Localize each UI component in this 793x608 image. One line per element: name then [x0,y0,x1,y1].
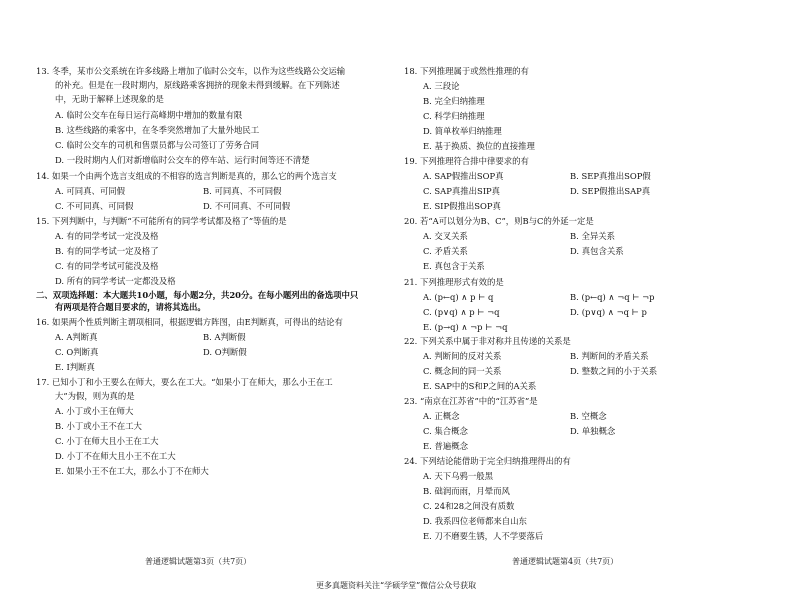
q17-option-d: D. 小丁不在师大且小王不在工大 [55,451,176,461]
q24-option-e: E. 刀不磨要生锈，人不学要落后 [423,531,544,541]
q19-option-a: A. SAP假推出SOP真 [423,171,504,181]
q21-option-a: A. (p←q) ∧ p ⊢ q [423,292,494,302]
q24-option-c: C. 24和28之间没有质数 [423,501,515,511]
q15-option-d: D. 所有的同学考试一定都没及格 [55,276,176,286]
q24-option-b: B. 础润而雨，月晕而风 [423,486,510,496]
q21-option-b: B. (p←q) ∧ ¬q ⊢ ¬p [570,292,655,302]
q15-option-b: B. 有的同学考试一定及格了 [55,246,159,256]
q17-option-e: E. 如果小王不在工大，那么小丁不在师大 [55,466,209,476]
q17-stem-2: 大”为假，则为真的是 [55,391,135,401]
q19-stem: 19. 下列推理符合排中律要求的有 [404,156,529,166]
bottom-promo-note: 更多真题资料关注“学硕学堂”微信公众号获取 [316,581,477,590]
q23-option-d: D. 单独概念 [570,426,616,436]
q21-option-c: C. (p∨q) ∧ p ⊢ ¬q [423,307,500,317]
q21-stem: 21. 下列推理形式有效的是 [404,277,504,287]
q13-option-d: D. 一段时期内人们对新增临时公交车的停车站、运行时间等还不清楚 [55,155,310,165]
q13-option-c: C. 临时公交车的司机和售票员都与公司签订了劳务合同 [55,140,260,150]
q16-option-a: A. A判断真 [55,332,98,342]
q22-option-e: E. SAP中的S和P之间的A关系 [423,381,537,391]
q13-stem-2: 的补充。但是在一段时期内，原线路乘客拥挤的现象未得到缓解。在下列陈述 [55,80,340,90]
q19-option-c: C. SAP真推出SIP真 [423,186,501,196]
q13-option-b: B. 这些线路的乘客中，在冬季突然增加了大量外地民工 [55,125,260,135]
q23-option-e: E. 普遍概念 [423,441,468,451]
q22-option-c: C. 概念间的同一关系 [423,366,502,376]
q18-option-b: B. 完全归纳推理 [423,96,485,106]
q22-option-a: A. 判断间的反对关系 [423,351,502,361]
q19-option-b: B. SEP真推出SOP假 [570,171,651,181]
q23-option-b: B. 空概念 [570,411,607,421]
q20-option-a: A. 交叉关系 [423,231,468,241]
q15-option-c: C. 有的同学考试可能没及格 [55,261,159,271]
q14-option-b: B. 可同真、不可同假 [203,186,282,196]
q24-option-a: A. 天下乌鸦一般黑 [423,471,493,481]
q16-option-e: E. I判断真 [55,362,95,372]
section-2-heading-1: 二、双项选择题：本大题共10小题，每小题2分，共20分。在每小题列出的备选项中只 [36,290,359,300]
q14-option-a: A. 可同真、可同假 [55,186,125,196]
q18-option-c: C. 科学归纳推理 [423,111,485,121]
q17-option-b: B. 小丁或小王不在工大 [55,421,142,431]
q19-option-e: E. SIP假推出SOP真 [423,201,501,211]
q14-option-d: D. 不可同真、不可同假 [203,201,291,211]
q23-option-c: C. 集合概念 [423,426,468,436]
q21-option-e: E. (p→q) ∧ ¬p ⊢ ¬q [423,322,508,332]
q18-option-d: D. 简单枚举归纳推理 [423,126,502,136]
q22-stem: 22. 下列关系中属于非对称并且传递的关系是 [404,336,571,346]
q15-stem: 15. 下列判断中，与判断“不可能所有的同学考试都及格了”等值的是 [36,216,287,226]
q22-option-d: D. 整数之间的小于关系 [570,366,658,376]
q24-option-d: D. 我系四位老师都来自山东 [423,516,527,526]
q20-option-d: D. 真包含关系 [570,246,624,256]
q18-option-e: E. 基于换质、换位的直接推理 [423,141,535,151]
q20-stem: 20. 若“A可以划分为B、C”，则B与C的外延一定是 [404,216,594,226]
q18-stem: 18. 下列推理属于或然性推理的有 [404,66,529,76]
q20-option-c: C. 矛盾关系 [423,246,468,256]
q17-stem-1: 17. 已知小丁和小王要么在师大，要么在工大。“如果小丁在师大，那么小王在工 [36,377,333,387]
q16-option-b: B. A判断假 [203,332,246,342]
q21-option-d: D. (p∨q) ∧ ¬q ⊢ p [570,307,647,317]
q13-option-a: A. 临时公交车在每日运行高峰期中增加的数量有限 [55,110,243,120]
q14-option-c: C. 不可同真、可同假 [55,201,134,211]
q13-stem-1: 13. 冬季，某市公交系统在许多线路上增加了临时公交车，以作为这些线路公交运输 [36,66,346,76]
q14-stem: 14. 如果一个由两个选言支组成的不相容的选言判断是真的，那么它的两个选言支 [36,171,337,181]
q20-option-b: B. 全异关系 [570,231,615,241]
q17-option-a: A. 小丁或小王在师大 [55,406,134,416]
q23-stem: 23. “南京在江苏省”中的“江苏省”是 [404,396,538,406]
q22-option-b: B. 判断间的矛盾关系 [570,351,649,361]
q15-option-a: A. 有的同学考试一定没及格 [55,231,159,241]
q20-option-e: E. 真包含于关系 [423,261,485,271]
q18-option-a: A. 三段论 [423,81,460,91]
q16-option-d: D. O判断假 [203,347,247,357]
q16-stem: 16. 如果两个性质判断主谓项相同，根据逻辑方阵图，由E判断真，可得出的结论有 [36,317,343,327]
q13-stem-3: 中，无助于解释上述现象的是 [55,94,164,104]
right-page-footer: 普通逻辑试题第4页（共7页） [512,557,619,566]
q23-option-a: A. 正概念 [423,411,460,421]
q24-stem: 24. 下列结论能借助于完全归纳推理得出的有 [404,456,571,466]
q17-option-c: C. 小丁在师大且小王在工大 [55,436,159,446]
q19-option-d: D. SEP假推出SAP真 [570,186,651,196]
section-2-heading-2: 有两项是符合题目要求的，请将其选出。 [55,302,206,312]
q16-option-c: C. O判断真 [55,347,99,357]
left-page-footer: 普通逻辑试题第3页（共7页） [145,557,252,566]
